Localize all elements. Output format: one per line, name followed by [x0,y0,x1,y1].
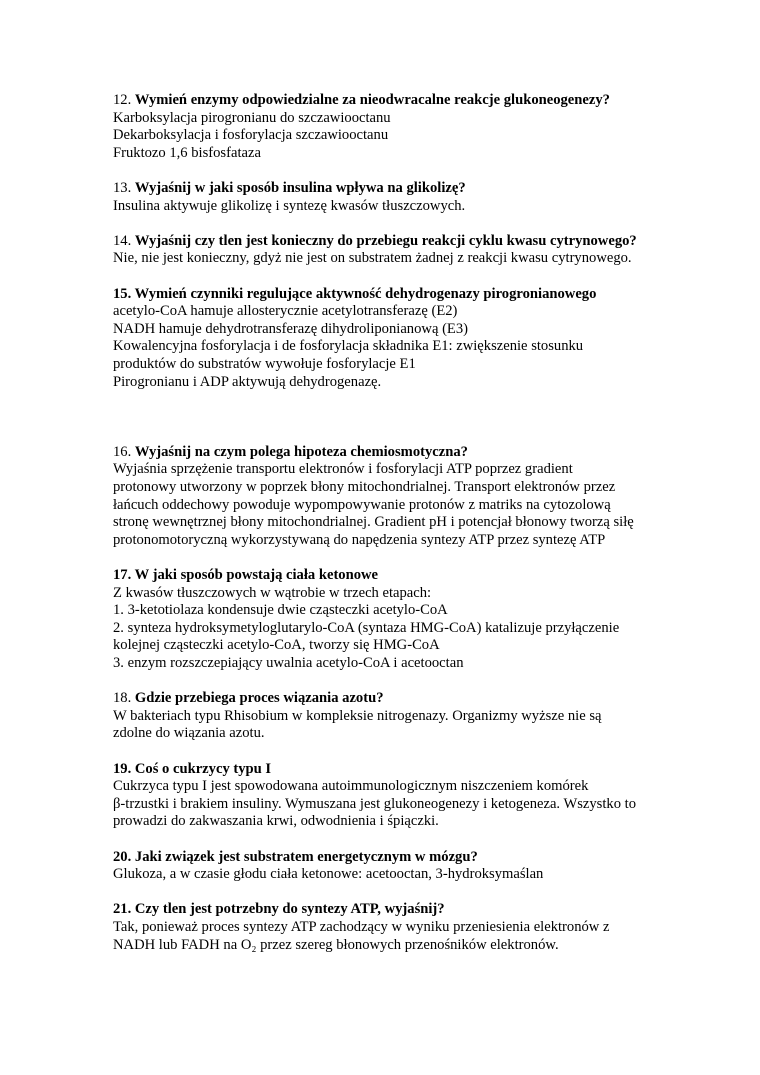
question-number: 13. [113,179,135,196]
answer-line: NADH lub FADH na O₂ przez szereg błonowych przenośników elektronów. [113,936,559,953]
question-number: 16. [113,443,135,460]
question-heading [113,567,713,585]
question-block-17 [113,567,713,673]
question-heading [113,180,713,198]
answer-line: produktów do substratów wywołuje fosforylacje E1 [113,355,416,372]
answer-line: W bakteriach typu Rhisobium w kompleksie nitrogenazy. Organizmy wyższe nie są [113,707,602,724]
question-block-12 [113,92,713,162]
answer-line: Tak, ponieważ proces syntezy ATP zachodzący w wyniku przeniesienia elektronów z [113,918,610,935]
question-block-18 [113,690,713,743]
question-number: 14. [113,232,135,249]
answer-line: kolejnej cząsteczki acetylo-CoA, tworzy się HMG-CoA [113,637,440,654]
question-heading [113,849,713,867]
question-text: Jaki związek jest substratem energetycznym w mózgu? [134,848,478,865]
question-heading [113,901,713,919]
question-text: Gdzie przebiega proces wiązania azotu? [134,690,384,707]
answer-line: prowadzi do zakwaszania krwi, odwodnienia i śpiączki. [113,813,439,830]
question-block-15 [113,286,713,392]
question-text: Coś o cukrzycy typu I [134,760,272,777]
answer-line: zdolne do wiązania azotu. [113,725,265,742]
question-heading [113,761,713,779]
answer-line: β-trzustki i brakiem insuliny. Wymuszana jest glukoneogenezy i ketogeneza. Wszystko to [113,795,637,812]
question-heading [113,690,713,708]
answer-line: Karboksylacja pirogronianu do szczawiooctanu [113,109,391,126]
question-block-19 [113,761,713,831]
question-block-16 [113,444,713,550]
question-block-21 [113,901,713,954]
answer-line: 1. 3-ketotiolaza kondensuje dwie cząsteczki acetylo-CoA [113,602,448,619]
question-heading [113,444,713,462]
question-heading [113,286,713,304]
question-text: Wymień enzymy odpowiedzialne za nieodwracalne reakcje glukoneogenezy? [134,92,610,108]
answer-line: Pirogronianu i ADP aktywują dehydrogenazę. [113,373,382,390]
question-block-13 [113,180,713,215]
answer-line: 2. synteza hydroksymetyloglutarylo-CoA (syntaza HMG-CoA) katalizuje przyłączenie [113,619,620,636]
answer-line: NADH hamuje dehydrotransferazę dihydroliponianową (E3) [113,320,468,337]
question-text: Czy tlen jest potrzebny do syntezy ATP, wyjaśnij? [134,901,445,918]
answer-line: Dekarboksylacja i fosforylacja szczawiooctanu [113,127,389,144]
question-number: 21. [113,901,135,918]
answer-line: Fruktozo 1,6 bisfosfataza [113,144,261,161]
answer-line: Wyjaśnia sprzężenie transportu elektronów i fosforylacji ATP poprzez gradient [113,461,573,478]
question-number: 17. [113,567,135,584]
question-text: Wyjaśnij czy tlen jest konieczny do przebiegu reakcji cyklu kwasu cytrynowego? [134,232,637,249]
question-text: Wyjaśnij w jaki sposób insulina wpływa na glikolizę? [134,179,466,196]
question-text: Wyjaśnij na czym polega hipoteza chemiosmotyczna? [134,443,468,460]
question-heading [113,92,713,110]
answer-line: stronę wewnętrznej błony mitochondrialnej. Gradient pH i potencjał błonowy tworzą siłę [113,514,634,531]
answer-line: Cukrzyca typu I jest spowodowana autoimmunologicznym niszczeniem komórek [113,778,589,795]
answer-line: Glukoza, a w czasie głodu ciała ketonowe: acetooctan, 3-hydroksymaślan [113,866,544,883]
answer-line: 3. enzym rozszczepiający uwalnia acetylo-CoA i acetooctan [113,655,464,672]
answer-line: Z kwasów tłuszczowych w wątrobie w trzech etapach: [113,584,432,601]
question-block-20 [113,849,713,884]
question-number: 19. [113,760,135,777]
answer-line: Nie, nie jest konieczny, gdyż nie jest on substratem żadnej z reakcji kwasu cytrynowego. [113,250,632,267]
answer-line: Kowalencyjna fosforylacja i de fosforylacja składnika E1: zwiększenie stosunku [113,338,584,355]
question-text: Wymień czynniki regulujące aktywność dehydrogenazy pirogronianowego [134,285,597,302]
answer-line: łańcuch oddechowy powoduje wypompowywanie protonów z matriks na cytozolową [113,496,611,513]
answer-line: Insulina aktywuje glikolizę i syntezę kwasów tłuszczowych. [113,197,466,214]
question-number: 18. [113,690,135,707]
answer-line: protonomotoryczną wykorzystywaną do napędzenia syntezy ATP przez syntezę ATP [113,531,606,548]
question-heading [113,233,713,251]
question-number: 15. [113,285,135,302]
answer-line: acetylo-CoA hamuje allosterycznie acetylotransferazę (E2) [113,303,458,320]
question-text: W jaki sposób powstają ciała ketonowe [134,567,379,584]
document-page [113,92,713,972]
question-block-14 [113,233,713,268]
answer-line: protonowy utworzony w poprzek błony mitochondrialnej. Transport elektronów przez [113,479,616,496]
question-number: 12. [113,92,135,108]
question-number: 20. [113,848,135,865]
